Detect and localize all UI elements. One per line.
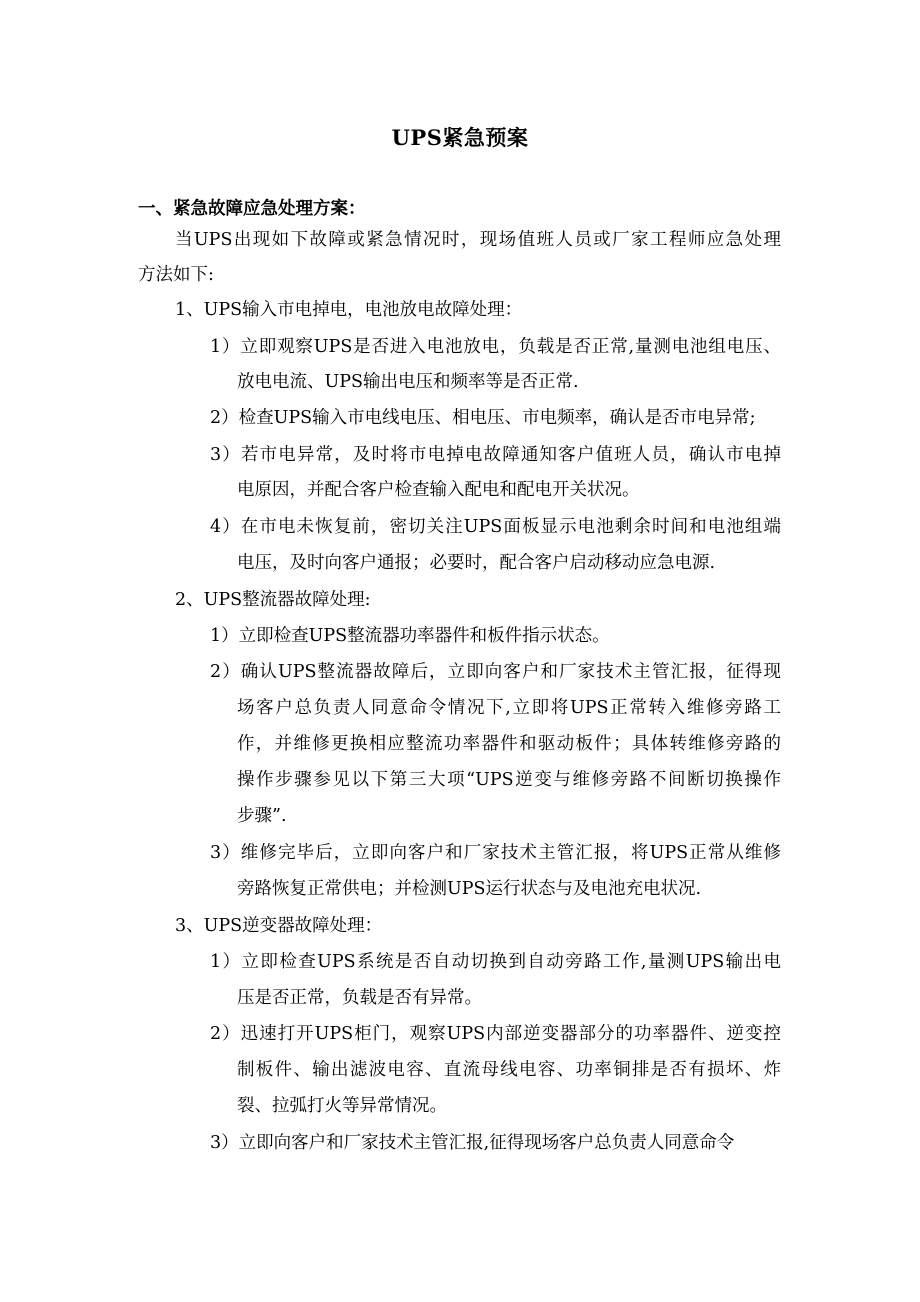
section-heading: 一、紧急故障应急处理方案： [138, 199, 366, 219]
item3-step1-line1: 1）立即检查UPS系统是否自动切换到自动旁路工作,量测UPS输出电 [210, 952, 781, 972]
item1-step4-line2: 电压，及时向客户通报；必要时，配合客户启动移动应急电源. [237, 553, 716, 573]
document-title: UPS紧急预案 [391, 125, 529, 150]
item1-step4-line1: 4）在市电未恢复前，密切关注UPS面板显示电池剩余时间和电池组端 [210, 517, 781, 537]
item2-step3-line2: 旁路恢复正常供电；并检测UPS运行状态与及电池充电状况. [237, 879, 702, 899]
intro-line-1: 当UPS出现如下故障或紧急情况时，现场值班人员或厂家工程师应急处理 [175, 230, 781, 250]
item-heading-1: 1、UPS输入市电掉电，电池放电故障处理： [175, 300, 523, 320]
item2-step2-line5: 步骤”. [237, 806, 287, 826]
item1-step1-line1: 1）立即观察UPS是否进入电池放电，负载是否正常,量测电池组电压、 [210, 337, 781, 357]
item1-step1-line2: 放电电流、UPS输出电压和频率等是否正常. [237, 372, 579, 392]
item2-step3-line1: 3）维修完毕后，立即向客户和厂家技术主管汇报，将UPS正常从维修 [210, 843, 781, 863]
item3-step2-line1: 2）迅速打开UPS柜门，观察UPS内部逆变器部分的功率器件、逆变控 [210, 1024, 781, 1044]
item1-step2-line1: 2）检查UPS输入市电线电压、相电压、市电频率，确认是否市电异常; [210, 408, 756, 428]
item1-step3-line2: 电原因，并配合客户检查输入配电和配电开关状况。 [237, 480, 640, 500]
item2-step1-line1: 1）立即检查UPS整流器功率器件和板件指示状态。 [210, 626, 610, 646]
item2-step2-line2: 场客户总负责人同意命令情况下,立即将UPS正常转入维修旁路工 [237, 698, 781, 718]
item3-step1-line2: 压是否正常，负载是否有异常。 [237, 988, 482, 1008]
item1-step3-line1: 3）若市电异常，及时将市电掉电故障通知客户值班人员，确认市电掉 [210, 445, 781, 465]
item-heading-2: 2、UPS整流器故障处理: [175, 590, 371, 610]
item3-step3-line1: 3）立即向客户和厂家技术主管汇报,征得现场客户总负责人同意命令 [210, 1133, 735, 1153]
item3-step2-line2: 制板件、输出滤波电容、直流母线电容、功率铜排是否有损坏、炸 [237, 1060, 781, 1080]
item2-step2-line4: 操作步骤参见以下第三大项“UPS逆变与维修旁路不间断切换操作 [237, 770, 781, 790]
intro-line-2: 方法如下: [138, 265, 214, 285]
item-heading-3: 3、UPS逆变器故障处理： [175, 916, 383, 936]
item2-step2-line3: 作，并维修更换相应整流功率器件和驱动板件；具体转维修旁路的 [237, 734, 781, 754]
item3-step2-line3: 裂、拉弧打火等异常情况。 [237, 1096, 447, 1116]
item2-step2-line1: 2）确认UPS整流器故障后，立即向客户和厂家技术主管汇报，征得现 [210, 662, 781, 682]
